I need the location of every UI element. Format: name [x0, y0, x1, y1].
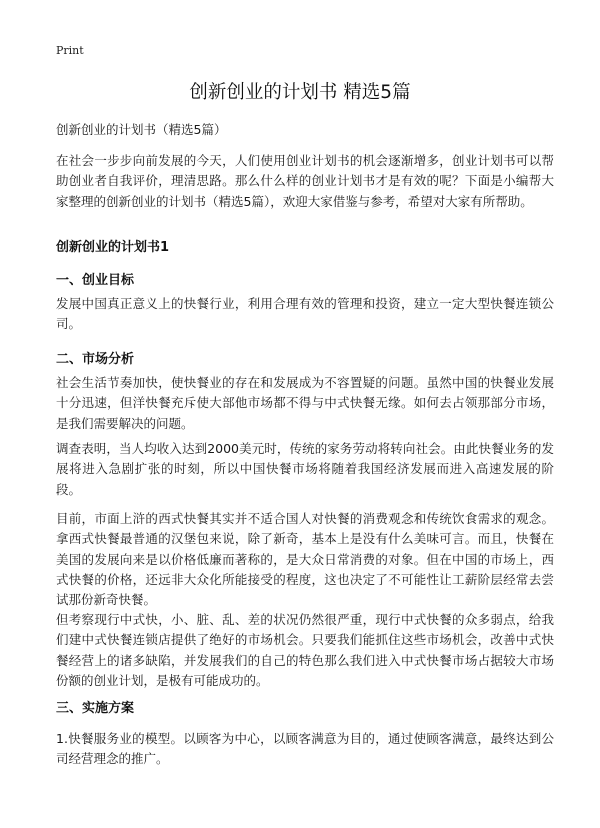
section-heading: 创新创业的计划书1 — [56, 240, 170, 255]
goal-paragraph: 发展中国真正意义上的快餐行业，利用合理有效的管理和投资，建立一定大型快餐连锁公司。 — [56, 296, 554, 332]
plan-heading: 三、实施方案 — [56, 701, 135, 716]
print-link[interactable]: Print — [56, 44, 84, 57]
intro-paragraph: 在社会一步步向前发展的今天，人们使用创业计划书的机会逐渐增多，创业计划书可以帮助创业者自我评价，理清思路。那么什么样的创业计划书才是有效的呢？下面是小编帮大家整理的创新创业的计划书（精选5篇），欢迎大家借鉴与参考，希望对大家有所帮助。 — [56, 153, 554, 209]
plan-paragraph: 1.快餐服务业的模型。以顾客为中心，以顾客满意为目的，通过使顾客满意，最终达到公司经营理念的推广。 — [56, 731, 554, 767]
page-title: 创新创业的计划书 精选5篇 — [189, 82, 411, 103]
market-paragraph-1: 社会生活节奏加快，使快餐业的存在和发展成为不容置疑的问题。虽然中国的快餐业发展十分迅速，但洋快餐充斥使大部他市场都不得与中式快餐无缘。如何去占领那部分市场，是我们需要解决的问题。 — [56, 375, 554, 431]
document-subtitle: 创新创业的计划书（精选5篇） — [56, 122, 227, 137]
market-heading: 二、市场分析 — [56, 352, 135, 367]
market-paragraph-4: 但考察现行中式快，小、脏、乱、差的状况仍然很严重，现行中式快餐的众多弱点，给我们建中式快餐连锁店提供了绝好的市场机会。只要我们能抓住这些市场机会，改善中式快餐经营上的诸多缺陷，并发展我们的自己的特色那么我们进入中式快餐市场占据较大市场份额的创业计划，是极有可能成功的。 — [56, 612, 554, 688]
market-paragraph-3: 目前，市面上浒的西式快餐其实并不适合国人对快餐的消费观念和传统饮食需求的观念。拿西式快餐最普通的汉堡包来说，除了新奇，基本上是没有什么美味可言。而且，快餐在美国的发展向来是以价格低廉而著称的，是大众日常消费的对象。但在中国的市场上，西式快餐的价格，还远非大众化所能接受的程度，这也决定了不可能性让工薪阶层经常去尝试那份新奇快餐。 — [56, 511, 554, 608]
market-paragraph-2: 调查表明，当人均收入达到2000美元时，传统的家务劳动将转向社会。由此快餐业务的发展将进入急剧扩张的时刻，所以中国快餐市场将随着我国经济发展而进入高速发展的阶段。 — [56, 441, 554, 497]
goal-heading: 一、创业目标 — [56, 273, 135, 288]
